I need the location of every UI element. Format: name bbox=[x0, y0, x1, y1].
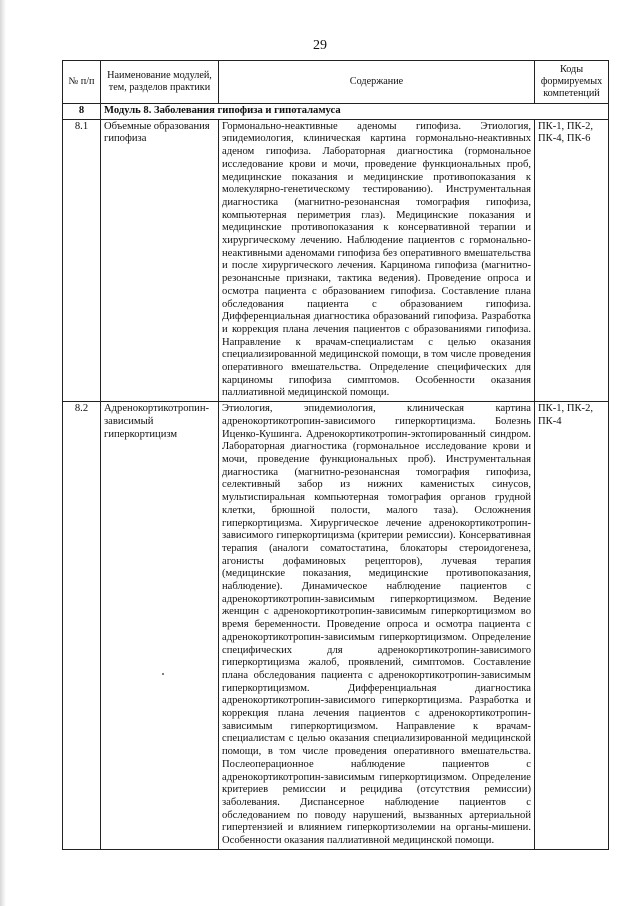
row-num: 8.2 bbox=[63, 402, 101, 850]
curriculum-table bbox=[62, 60, 609, 850]
header-codes: Коды формируемых компетенций bbox=[535, 61, 609, 104]
row-name: Объемные образования гипофиза bbox=[101, 119, 219, 401]
row-content: Гормонально-неактивные аденомы гипофиза. Этиология, эпидемиология, клиническая картина гормонально-неактивных аденом гипофиза. Лабораторная диагностика (гормональное исследование крови и мочи, проведение функциональных проб, медицинские показания и медицинские противопоказания к молекулярно-генетическому тестированию). Инструментальная диагностика (магнитно-резонансная томография гипофиза, компьютерная периметрия глаз). Медицинские показания и медицинские противопоказания к консервативной терапии и хирургическому лечению. Наблюдение пациентов с гормонально-неактивными аденомами гипофиза без оперативного вмешательства и после хирургического лечения. Карцинома гипофиза (магнитно-резонансные признаки, тактика ведения). Проведение опроса и осмотра пациента с образованием гипофиза. Составление плана обследования пациента с образованием гипофиза. Дифференциальная диагностика образований гипофиза. Разработка и коррекция плана лечения пациентов с образованиями гипофиза. Направление к врачам-специалистам с целью оказания специализированной медицинской помощи, в том числе проведения оперативного вмешательства. Определение специфических для карциномы гипофиза симптомов. Особенности оказания паллиативной медицинской помощи. bbox=[219, 119, 535, 401]
header-num: № п/п bbox=[63, 61, 101, 104]
module-row bbox=[63, 104, 609, 120]
header-name: Наименование модулей, тем, разделов практики bbox=[101, 61, 219, 104]
table-header-row bbox=[63, 61, 609, 104]
row-content: Этиология, эпидемиология, клиническая картина адренокортикотропин-зависимого гиперкортицизма. Болезнь Иценко-Кушинга. Адренокортикотропин-эктопированный синдром. Лабораторная диагностика (гормональное исследование крови и мочи, проведение функциональных проб). Инструментальная диагностика (магнитно-резонансная томография гипофиза, селективный забор из нижних каменистых синусов, мультиспиральная компьютерная томография органов грудной клетки, брюшной полости, малого таза). Осложнения гиперкортицизма. Хирургическое лечение адренокортикотропин-зависимого гиперкортицизма (критерии ремиссии). Консервативная терапия (аналоги соматостатина, блокаторы стероидогенеза, агонисты дофаминовых рецепторов), лучевая терапия (медицинские показания, медицинские противопоказания, наблюдение). Динамическое наблюдение пациентов с адренокортикотропин-зависимым гиперкортицизмом. Ведение женщин с адренокортикотропин-зависимым гиперкортицизмом во время беременности. Проведение опроса и осмотра пациента с адренокортикотропин-зависимым гиперкортицизмом. Определение специфических для адренокортикотропин-зависимого гиперкортицизма жалоб, проявлений, симптомов. Составление плана обследования пациента с адренокортикотропин-зависимым гиперкортицизмом. Дифференциальная диагностика адренокортикотропин-зависимого гиперкортицизма. Разработка и коррекция плана лечения пациентов с адренокортикотропин-зависимым гиперкортицизмом. Направление к врачам-специалистам с целью оказания специализированной медицинской помощи, в том числе проведения оперативного вмешательства. Послеоперационное наблюдение пациентов с адренокортикотропин-зависимым гиперкортицизмом. Определение критериев ремиссии и рецидива (отсутствия ремиссии) заболевания. Диспансерное наблюдение пациентов с обследованием по поводу нарушений, вызванных артериальной гипертензией и влиянием гиперкортизолемии на органы-мишени. Особенности оказания паллиативной медицинской помощи. bbox=[219, 402, 535, 850]
row-codes: ПК-1, ПК-2, ПК-4 bbox=[535, 402, 609, 850]
scan-edge-shadow bbox=[0, 0, 6, 906]
row-codes: ПК-1, ПК-2, ПК-4, ПК-6 bbox=[535, 119, 609, 401]
row-name: Адренокортикотропин-зависимый гиперкортицизм bbox=[101, 402, 219, 850]
module-num: 8 bbox=[63, 104, 101, 120]
header-content: Содержание bbox=[219, 61, 535, 104]
module-title: Модуль 8. Заболевания гипофиза и гипоталамуса bbox=[101, 104, 609, 120]
table-row bbox=[63, 119, 609, 401]
row-num: 8.1 bbox=[63, 119, 101, 401]
scan-dot bbox=[162, 673, 164, 675]
table-row bbox=[63, 402, 609, 850]
page-number: 29 bbox=[313, 38, 327, 53]
